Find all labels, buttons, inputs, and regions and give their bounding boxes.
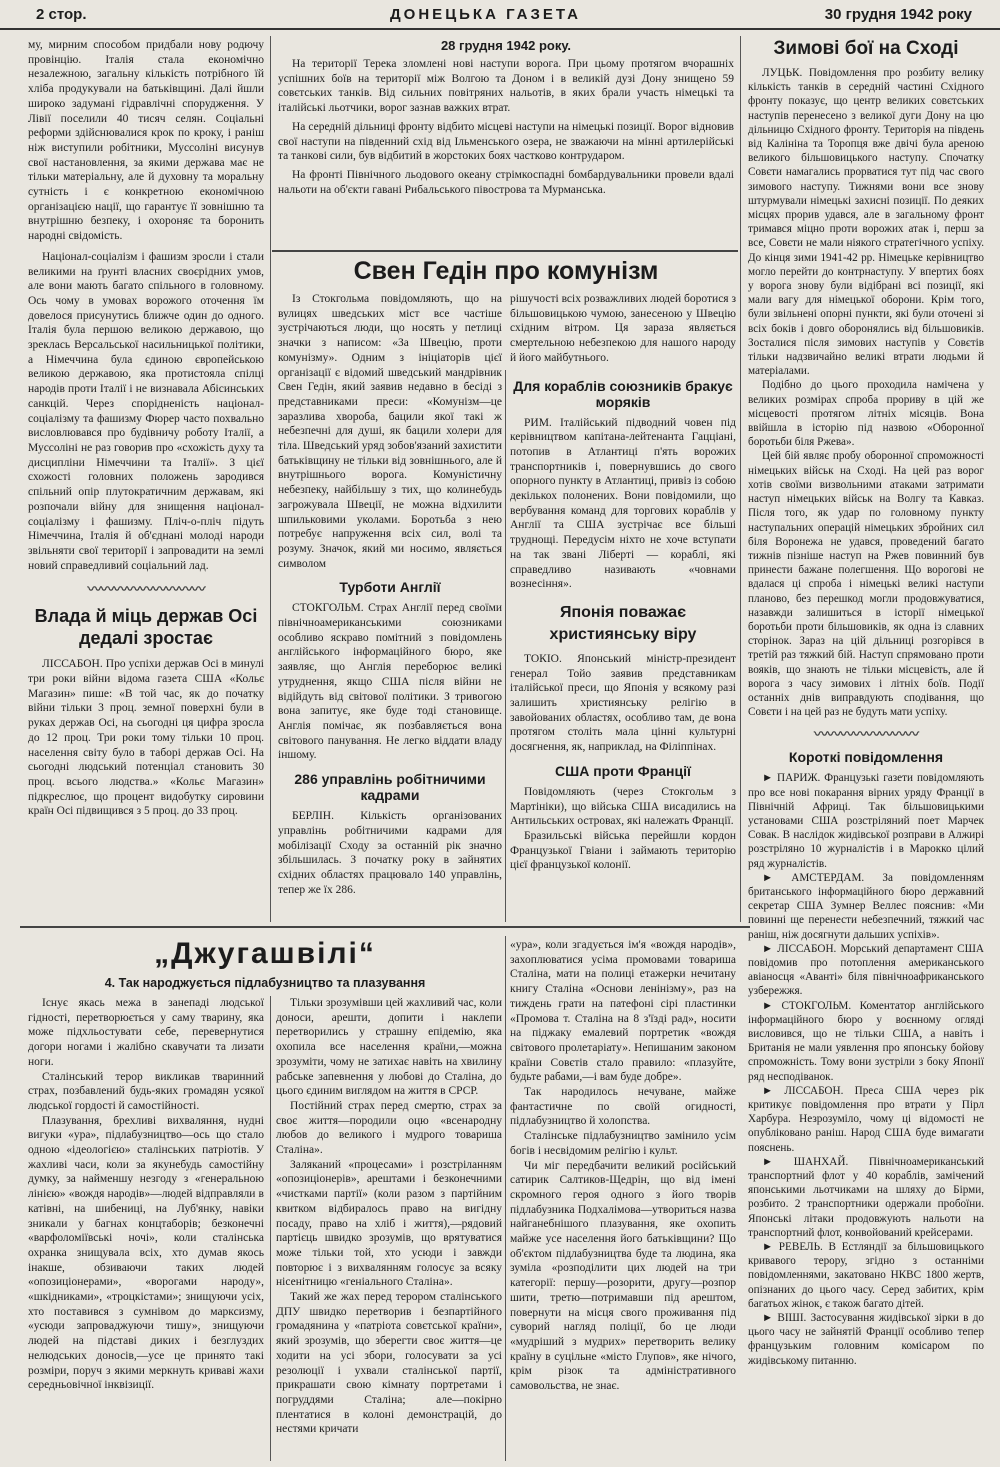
headline-england: Турботи Англії <box>339 579 441 596</box>
news-brief: ► ПАРИЖ. Французькі газети повідомляють про все нові покарання вірних уряду Франції в Північній Африці. Так більшовицькими установами США розстріляний поет Марчек Совак. В наслідок жидівської розправи в Алжирі розстріляно 10 журналістів і в Марокко цілий ряд журналістів. <box>748 772 984 870</box>
news-brief: ► ВІШІ. Застосування жидівської зірки в до цього часу не зайнятій Франції особливо тепер французьким головним комісаром по жидівському питанню. <box>748 1312 984 1367</box>
news-brief-text: РЕВЕЛЬ. В Естляндії за більшовицького кривавого терору, згідно з останніми повідомленнями, закатовано НКВС 1800 жертв, опізнаних до цього часу. Серед забитих, крім багатьох жінок, є також багато дітей. <box>748 1241 984 1310</box>
headline-usa-france: США проти Франції <box>555 762 691 779</box>
headline-short-news: Короткі повідомлення <box>788 749 944 766</box>
news-brief: ► АМСТЕРДАМ. За повідомленням британського інформаційного бюро державний секретар США Зумнер Веллес пояснив: «Ми повинні ще перенести небезпечний, тяжкий час раніш, ніж досягнути дальших успіхів». <box>748 871 984 941</box>
body-paragraph: Подібно до цього проходила намічена у великих розмірах спроба прориву в цій же місцевості протягом літніх місяців. Вона ввійшла в історію під назвою «Оборонної боротьби біля Ржева». <box>748 379 984 449</box>
body-paragraph: РИМ. Італійський підводний човен під керівництвом капітана-лейтенанта Гацціані, потопив в Атлантиці п'ять ворожих транспортників і, повернувшись до свого опорного пункту в Атлантиці, привіз із собою декількох полонених. Вони повідомили, що вербування команд для торгових кораблів у Англії та США зустрічає все більші труднощі. Передусім ніхто не хоче вступати на так звані Ліберті — кораблі, які справедливо називають «човнами вознесіння». <box>510 416 736 591</box>
news-brief-text: ВІШІ. Застосування жидівської зірки в до цього часу не зайнятій Франції особливо тепер французьким головним комісаром по жидівському питанню. <box>748 1312 984 1367</box>
article-paragraph: Існує якась межа в занепаді людської гідності, перетворюється у саму тварину, яка може підхльостувати себе, перевернутися догори ногами і жалібно скавучати та лизати ноги. <box>28 997 264 1068</box>
article-paragraph: Тільки зрозумівши цей жахливий час, коли доноси, арешти, допити і наклепи перетворились у страшну епідемію, яка охопила все населення країни,—можна зрозуміти, чому не затихає навіть на хвилину рабське запевнення у любові до Сталіна, до цього єдиним виглядом на життя в СРСР. <box>276 997 502 1098</box>
column-rule <box>505 370 506 922</box>
body-paragraph: СТОКГОЛЬМ. Страх Англії перед своїми північноамериканськими союзниками особливо яскраво помітний з повідомлень англійського інформаційного бюро, яке заявляє, що Англія переборює великі утруднення, якщо США після війни не відійдуть від світової політики. З тривогою вона запитує, яке буде тоді становище. Англія помічає, як позбавляється вона світового панування. Не легко віддати владу іншому. <box>278 602 502 762</box>
article-column-3 <box>510 938 736 1464</box>
column-3 <box>510 292 736 922</box>
article-paragraph: Чи міг передбачити великий російський сатирик Салтиков-Щедрін, що від імені скромного героя одного з його творів підлабузника Подхалімова—утвориться назва найганебнішого плазування, яке охопить майже усе населення його батьківщини? Що об'єктом підлабузництва буде та людина, яка зуміла «розподілити цих людей на три категорії: першу—розорити, другу—розпор шити, третю—потримавши під арештом, повернути на місця свого проживання під суворий нагляд поліції, бо це люди «мудріший з мудрих» перетворить велику країну в суцільне «місто Глупов», яке нічого, крім різок та адміністративного самовольства, не знає. <box>510 1159 736 1393</box>
article-paragraph: Так народилось нечуване, майже фантастичне по своїй огидності, підлабузництво й холопства. <box>510 1086 736 1128</box>
article-paragraph: Плазування, брехливі вихваляння, нудні вигуки «ура», підлабузництво—ось що стало одною «ідеологією» сталінських патріотів. У жахливі часи, коли за якунебудь самостійну думку, за найменшу незгоду з «генеральною лінією» «вождя народів»—людей відправляли в катівні, на шибениці, на Луб'янку, навіки зникали у багнах концтаборів; безконечні «варфоломіївські ночі», коли сталінська охранка знищувала всіх, хто думав якось інакше, обзиваючи таких людей «опозиціонерами», «ворогами народу», «шкідниками», «троцкістами»; знищуючи усіх, хто поставився з сумнівом до марксизму, «усюди запроваджуючи тишу», знищуючи людей на підставі диких і безглуздих нелюдських доносів,—усе це принято такі розміри, поруч з якими меркнуть криваві жахи середньовічної інквізиції. <box>28 1114 264 1392</box>
article-subtitle: 4. Так народжується підлабузництво та плазування <box>104 976 426 990</box>
body-paragraph: Повідомляють (через Стокгольм з Мартініки), що війська США висадились на Антильських островах, які належать Франції. <box>510 785 736 828</box>
article-paragraph: Сталінський терор викликав тваринний страх, позбавлений будь-яких громадян усякої людської гордості й самостійності. <box>28 1070 264 1112</box>
article-title: „Джугашвілі“ <box>154 937 376 970</box>
ornament-divider: 〰〰〰〰〰〰〰〰 <box>814 727 918 744</box>
body-paragraph: ЛІССАБОН. Про успіхи держав Осі в минулі три роки війни відома газета США «Кольє Магазин» пише: «В той час, як до початку війни тільки 3 проц. земної поверхні були в руках держав Осі, на сьогодні ця цифра зросла до 12 проц. Три роки тому тільки 10 проц. населення світу було в таборі держав Осі. На сьогодні людський потенціал становить 30 проц. всього людства.» «Кольє Магазин» підкреслює, що процент видобутку сировини країн Осі підвищився з 5 проц. до 33 проц. <box>28 658 264 818</box>
body-paragraph: На середній дільниці фронту відбито місцеві наступи на німецькі позиції. Ворог відновив свої наступи на південний схід від Ільменського озера, не зважаючи на мінні артилерійські та танкові сили, був відбитий в жорстоких боях частково контрударом. <box>278 120 734 163</box>
news-brief-text: АМСТЕРДАМ. За повідомленням британського інформаційного бюро державний секретар США Зумнер Веллес пояснив: «Ми повинні ще перенести небезпечний, тяжкий час раніш, ніж досягнути дальших успіхів». <box>748 871 984 941</box>
report-date: 28 грудня 1942 року. <box>440 38 572 53</box>
news-brief: ► ЛІССАБОН. Морський департамент США повідомив про потоплення американського авіаносця «Аванті» біля північноафриканського узбережжя. <box>748 942 984 998</box>
body-paragraph: Бразильські війська перейшли кордон Французької Гвіани і займають територію цієї французької колонії. <box>510 829 736 872</box>
news-brief: ► РЕВЕЛЬ. В Естляндії за більшовицького кривавого терору, згідно з останніми повідомленнями, закатовано НКВС 1800 жертв, опізнаних до цього часу. Серед забитих, крім багатьох жінок, є також багато дітей. <box>748 1241 984 1310</box>
body-paragraph: Націонал-соціалізм і фашизм зросли і стали великими на ґрунті власних своєрідних умов, але вони мають багато спільного в головному. Ось чому в умовах ворожого оточення їм довелося присунутись ближче один до одного. Італія була першою великою державою, що зреклась Версальської насильницької політики, а Німеччина була єдиною європейською великою державою, яка протистояла спілці народів проти Італії і не визнавала Абісинських санкцій. Через спорідненість націонал-соціалізму та фашизму Фюрер часто похвально висловлювався про будівничу роботу Італії, а Муссоліні не раз говорив про «схожість духу та дисципліни Німеччини та Італії». З цієї схожості головних положень зародився спільний опір плутократичним державам, які розпочали війну для знищення націонал-соціалізму і фашизму. Пліч-о-пліч підуть Німеччина, Італія й об'єднані молоді народи звільняти свої території і запровадити на землі новий справедливий соціальний лад. <box>28 250 264 572</box>
news-brief-text: ШАНХАЙ. Північноамериканський транспортний флот у 40 кораблів, замічений японськими льотчиками на шляху до Бірми, розбито. 2 транспортники одержали пробоїни. Японські літаки продовжують нальоти на транспортний флот, конвойований крейсерами. <box>748 1155 984 1239</box>
column-rule <box>740 36 741 922</box>
article-paragraph: Сталінське підлабузництво замінило усім богів і несвідомим релігію і культ. <box>510 1130 736 1157</box>
body-paragraph: БЕРЛІН. Кількість організованих управлінь робітничими кадрами для мобілізації Сходу за останній рік значно збільшилась. З початку року в зайнятих східних областях працювало 140 управлінь, тепер же їх 286. <box>278 810 502 896</box>
news-brief: ► ЛІССАБОН. Преса США через рік критикує повідомлення про втрати у Пірл Харбура. Незрозуміло, чому ці відомості не опубліковано раніш. Народ США буде вимагати пояснень. <box>748 1084 984 1154</box>
news-brief-text: ЛІССАБОН. Морський департамент США повідомив про потоплення американського авіаносця «Аванті» біля північноафриканського узбережжя. <box>748 942 984 998</box>
section-rule <box>20 926 750 928</box>
article-column-1 <box>28 996 264 1464</box>
news-brief: ► СТОКГОЛЬМ. Коментатор англійського інформаційного бюро у воєнному огляді висловився, що не тільки США, а навіть і Британія не мали уявлення про японську бойову спроможність. Тому вони зустріли з боку Японії ряд несподіванок. <box>748 999 984 1083</box>
column-rule <box>270 996 271 1461</box>
headline-gedin: Свен Гедін про комунізм <box>353 257 659 285</box>
body-paragraph: рішучості всіх розважливих людей боротися з більшовицькою чумою, занесеною у Швецію східним вітром. Ця зараза являється смертельною небезпекою для нашого народу й його майбутнього. <box>510 293 736 364</box>
page-number: 2 стор. <box>36 6 87 23</box>
body-paragraph: му, мирним способом придбали нову родючу провінцію. Італія стала економічно незалежною, загальну кількість потрібного їй хліба продукували на батьківщині. Далі йшли широко задумані гідравлічні спорудження. У Лівії поселили 40 тисяч селян. Соціальні реформи здійснювалися крок по кроку, і раніш ніж виступили робітники, Муссоліні висунув свої настановлення, за якими держава має не тільки матеріальну, але й духовну та моральну сутність і є конкретною економічною організацією нації, що гарантує її зовнішню та внутрішню безпеку, і охороняє та боронить народні свідомість. <box>28 39 264 243</box>
headline-ships: Для кораблів союзників бракує моряків <box>513 377 733 410</box>
newspaper-title: ДОНЕЦЬКА ГАЗЕТА <box>390 6 581 23</box>
article-paragraph: «ура», коли згадується ім'я «вождя народів», захоплюватися усіма промовами товариша Сталіна, мати на полиці етажерки нечитану книгу Сталіна «Основи ленінізму», раз на тиждень грати на патефоні сірі пластинки «Промова т. Сталіна на 8 з'їзді рад», носити на піджаку емалевий портретик «вождя світового пролетаріату». Непишаним законом країни Совєтів стало правило: «плазуйте, будьте рабами,—і вам буде добре». <box>510 939 736 1084</box>
issue-date: 30 грудня 1942 року <box>824 6 972 23</box>
headline-winter-battles: Зимові бої на Сході <box>773 38 959 59</box>
body-paragraph: Із Стокгольма повідомляють, що на вулицях шведських міст все частіше зустрічаються люди, що носять у петлиці значки з написом: «За Швецію, проти комунізму». Одним з ініціаторів цієї організації є відомий шведський мандрівник Свен Гедін, який заявив недавно в бесіді з представниками преси: «Комунізм—це заразлива хвороба, бацили якої такі ж небезпечні для душі, як бацили холери для тіла. Шведський уряд зобов'язаний захистити батьківщину не тільки від зовнішнього, але й внутрішнього ворога. Комуністичну небезпеку, найбільшу з тих, що колинебудь загрожувала Швеції, не можна відхилити шпильковими уколами. Боротьба з нею потребує напруження всіх сил, волі та розуму. Значок, який ми носимо, являється символом <box>278 293 502 570</box>
body-paragraph: На території Терека зломлені нові наступи ворога. При цьому протягом вчорашніх успішних боїв на території між Волгою та Доном і в великій дузі Дону знищено 59 совєтських танків. Від сильних повітряних нальотів, в яких брали участь німецькі та італійські льотчики, ворог зазнав важких втрат. <box>278 58 734 115</box>
page-header <box>0 4 1000 30</box>
news-brief-text: СТОКГОЛЬМ. Коментатор англійського інформаційного бюро у воєнному огляді висловився, що не тільки США, а навіть і Британія не мали уявлення про японську бойову спроможність. Тому вони зустріли з боку Японії ряд несподіванок. <box>748 999 984 1083</box>
column-rule <box>505 936 506 1461</box>
article-paragraph: Такий же жах перед терором сталінського ДПУ швидко перетворив і безпартійного громадянина у «патріота совєтської країни», який зрозумів, що зберегти своє життя—це ходити на усі збори, голосувати за усі резолюції і ухвали сталінської партії, прикрашати свою кімнату портретами і погруддями Сталіна; але—покірно плентатися в колоні демонстрацій, до нестями кричати <box>276 1291 502 1436</box>
news-brief-text: ПАРИЖ. Французькі газети повідомляють про все нові покарання вірних уряду Франції в Північній Африці. Так більшовицькими установами США розстріляний поет Марчек Совак. В наслідок жидівської розправи в Алжирі розстріляно 10 журналістів і в Марокко цілий ряд журналістів. <box>748 772 984 870</box>
body-paragraph: ЛУЦЬК. Повідомлення про розбиту велику кількість танків в середній частині Східного фронту показує, що центр великих совєтських наступів перенесено з великої дуги Дону на цю дільницю Східного фронту. Територія на південь від Калініна та Торопця вже двічі була ареною великого більшовицького наступу. Спочатку Совєти намагались прорватися тут під час свого зимового наступу. Тижнями вони все знову штурмували німецькі захисні позиції. По деяких місцях прорив удався, але в загальному фронт тримався міцно проти ворожих атак і, перш за все, Совєти не мали ніякого стратегічного успіху. До кінця зими 1941-42 рр. Німецьке керівництво могло перейти до контрнаступу. У впертих боях у ворога знову були відібрані всі позиції, які мали вагу для німецької оборони. Крім того, були звільнені опорні пункти, які були оточені зі всіх боків і довго оборонялись від більшовиків. Зосталися після зимових наступів у Совєтів тільки надзвичайно великі втрати людьми й матеріалами. <box>748 67 984 378</box>
column-4 <box>748 38 984 1463</box>
headline-axis-power: Влада й міць держав Осі дедалі зростає <box>34 606 258 649</box>
body-paragraph: ТОКІО. Японський міністр-президент генерал Тойо заявив представникам італійської преси, що Японія у всякому разі залишить християнську релігію в завойованих областях, особливо там, де вона протягом століть мала цінні культурні досягнення, як, наприклад, на Філіппінах. <box>510 652 736 754</box>
article-paragraph: Заляканий «процесами» і розстріланням «опозиціонерів», арештами і безконечними «чистками партії» (коли разом з партійним квитком відбиралось право на вигідну посаду, право на хліб і життя),—рядовий партієць швидко зрозумів, що врятуватися може тільки той, хто усюди і завжди повторює і з вихвалянням голосує за всяку нісенітницю «геніального Сталіна». <box>276 1158 502 1289</box>
frontline-report <box>278 38 734 248</box>
column-2 <box>278 292 502 922</box>
article-paragraph: Постійний страх перед смертю, страх за своє життя—породили оцю «всенародну любов до великого і мудрого товариша Сталіна». <box>276 1099 502 1157</box>
headline-286: 286 управлінь робітничими кадрами <box>294 771 486 804</box>
body-paragraph: На фронті Північного льодового океану стрімкоспадні бомбардувальники провели вдалі нальоти на об'єкти гавані Рибальського півострова та Мурманська. <box>278 168 734 196</box>
article-column-2 <box>276 996 502 1464</box>
news-brief-text: ЛІССАБОН. Преса США через рік критикує повідомлення про втрати у Пірл Харбура. Незрозуміло, чому ці відомості не опубліковано раніш. Народ США буде вимагати пояснень. <box>748 1084 984 1154</box>
column-rule <box>270 36 271 922</box>
news-brief: ► ШАНХАЙ. Північноамериканський транспортний флот у 40 кораблів, замічений японськими льотчиками на шляху до Бірми, розбито. 2 транспортники одержали пробоїни. Японські літаки продовжують нальоти на транспортний флот, конвойований крейсерами. <box>748 1155 984 1239</box>
headline-japan: Японія поважає християнську віру <box>549 603 697 643</box>
column-1 <box>28 38 264 918</box>
ornament-divider: 〰〰〰〰〰〰〰〰〰 <box>87 582 205 599</box>
section-rule <box>272 250 738 252</box>
body-paragraph: Цей бій являє пробу оборонної спроможності німецьких військ на Сході. На цей раз ворог хотів своїми визвольними атаками затримати наступ німецьких військ на Волгу та Кавказ. Після того, як удар по головному пункту наступальних операцій німецьких збройних сил біля Воронежа не удався, проведений багато тижнів пізніше наступ на Ржев повинний був принести бажане полегшення. Що ворогові не вдалася ці спроба і німецькі великі наступи планово, без перешкод могли продовжуватися, назавжди залишиться в історії німецької боротьби проти більшовиків, як одна із славних сторінок. Зараз на цій дільниці розгорівся в третій раз тяжкий бій. Наступ спрямовано проти вояків, що знають не тільки місцевість, але й ворога з часу зимових і літніх боїв. Події останніх днів виправдують сподівання, що Совєти і на цей раз не будуть мати успіху. <box>748 450 984 719</box>
